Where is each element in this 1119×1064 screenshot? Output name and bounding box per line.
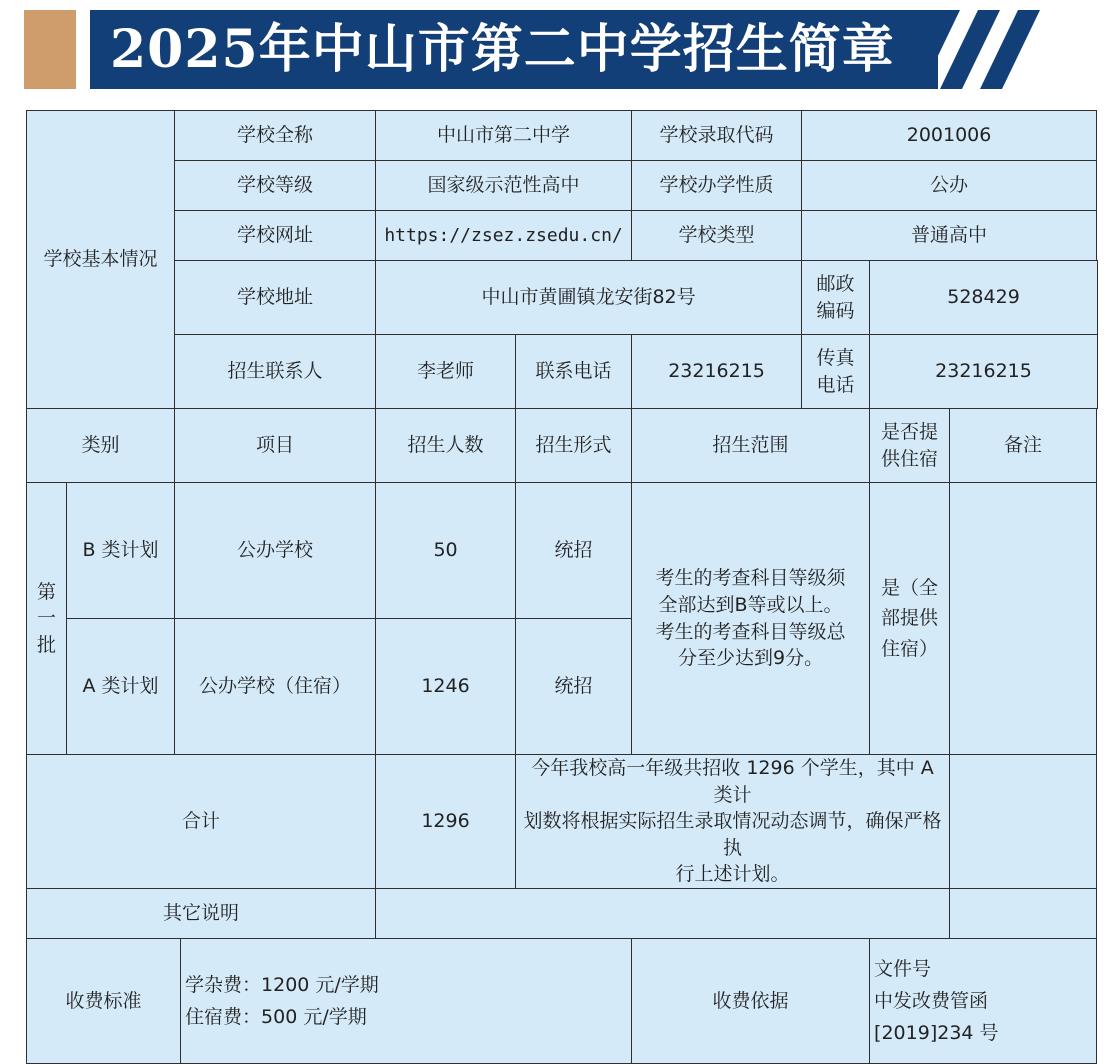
fee-items xyxy=(181,938,632,1063)
plan-b-count: 50 xyxy=(376,483,516,619)
page-title: 2025年中山市第二中学招生简章 xyxy=(110,19,895,80)
header-category: 类别 xyxy=(27,409,175,483)
dorm-line: 部提供 xyxy=(881,607,939,630)
batch-label-char: 第 xyxy=(36,580,56,603)
scope-line: 全部达到B等或以上。 xyxy=(658,593,843,616)
postcode-label-line: 编码 xyxy=(816,299,855,322)
phone-value: 23216215 xyxy=(632,335,802,409)
admission-code-label: 学校录取代码 xyxy=(632,111,802,161)
total-note xyxy=(516,755,950,889)
address-label: 学校地址 xyxy=(175,261,376,335)
plan-a-label: A 类计划 xyxy=(67,619,175,755)
website-link[interactable]: https://zsez.zsedu.cn/ xyxy=(376,211,632,261)
batch-label-char: 批 xyxy=(36,633,56,656)
admission-code-value: 2001006 xyxy=(802,111,1097,161)
plan-b-label: B 类计划 xyxy=(67,483,175,619)
total-label: 合计 xyxy=(27,755,376,889)
school-type-value: 普通高中 xyxy=(802,211,1097,261)
school-type-label: 学校类型 xyxy=(632,211,802,261)
fee-doc-line: [2019]234 号 xyxy=(874,1022,999,1045)
other-remark xyxy=(950,888,1097,938)
total-note-line: 划数将根据实际招生录取情况动态调节，确保严格执 xyxy=(523,810,942,859)
plan-a-form: 统招 xyxy=(516,619,632,755)
fee-item: 学杂费：1200 元/学期 xyxy=(185,973,379,996)
postcode-label-line: 邮政 xyxy=(816,272,855,295)
school-level-label: 学校等级 xyxy=(175,161,376,211)
fax-label-line: 传真 xyxy=(816,346,855,369)
admission-table xyxy=(26,110,1098,1064)
fee-document xyxy=(870,938,1097,1063)
full-name-label: 学校全称 xyxy=(175,111,376,161)
school-level-value: 国家级示范性高中 xyxy=(376,161,632,211)
address-value: 中山市黄圃镇龙安街82号 xyxy=(376,261,802,335)
admission-scope xyxy=(632,483,870,755)
school-nature-label: 学校办学性质 xyxy=(632,161,802,211)
header-form: 招生形式 xyxy=(516,409,632,483)
scope-line: 考生的考查科目等级总 xyxy=(655,620,846,643)
fax-label xyxy=(802,335,870,409)
other-label: 其它说明 xyxy=(27,888,376,938)
total-note-line: 行上述计划。 xyxy=(675,863,790,886)
total-count: 1296 xyxy=(376,755,516,889)
header-item: 项目 xyxy=(175,409,376,483)
total-note-line: 今年我校高一年级共招收 1296 个学生，其中 A 类计 xyxy=(531,757,934,806)
header-count: 招生人数 xyxy=(376,409,516,483)
plan-a-count: 1246 xyxy=(376,619,516,755)
contact-label: 招生联系人 xyxy=(175,335,376,409)
fee-doc-line: 文件号 xyxy=(874,957,932,980)
postcode-label xyxy=(802,261,870,335)
banner-stripes xyxy=(900,10,1040,89)
fee-item: 住宿费：500 元/学期 xyxy=(185,1005,367,1028)
total-remark xyxy=(950,755,1097,889)
batch-label-char: 一 xyxy=(36,607,56,630)
scope-line: 考生的考查科目等级须 xyxy=(655,567,846,590)
batch-label xyxy=(27,483,67,755)
phone-label: 联系电话 xyxy=(516,335,632,409)
header-dorm-line: 供住宿 xyxy=(881,447,939,470)
fax-value: 23216215 xyxy=(870,335,1098,409)
basic-info-label: 学校基本情况 xyxy=(27,111,175,409)
other-value xyxy=(376,888,950,938)
header-dorm-line: 是否提 xyxy=(881,420,939,443)
plan-a-item: 公办学校（住宿） xyxy=(175,619,376,755)
school-nature-value: 公办 xyxy=(802,161,1097,211)
dorm-provided xyxy=(870,483,950,755)
contact-value: 李老师 xyxy=(376,335,516,409)
fee-doc-line: 中发改费管函 xyxy=(874,989,989,1012)
header-scope: 招生范围 xyxy=(632,409,870,483)
website-label: 学校网址 xyxy=(175,211,376,261)
plan-b-form: 统招 xyxy=(516,483,632,619)
accent-block xyxy=(24,10,76,89)
full-name-value: 中山市第二中学 xyxy=(376,111,632,161)
dorm-line: 是（全 xyxy=(881,576,939,599)
dorm-line: 住宿） xyxy=(881,637,939,660)
scope-line: 分至少达到9分。 xyxy=(678,647,824,670)
header-dorm xyxy=(870,409,950,483)
fee-basis-label: 收费依据 xyxy=(632,938,870,1063)
fees-label: 收费标准 xyxy=(27,938,181,1063)
plan-b-item: 公办学校 xyxy=(175,483,376,619)
postcode-value: 528429 xyxy=(870,261,1098,335)
batch-remark xyxy=(950,483,1097,755)
header-remark: 备注 xyxy=(950,409,1097,483)
fax-label-line: 电话 xyxy=(816,373,855,396)
